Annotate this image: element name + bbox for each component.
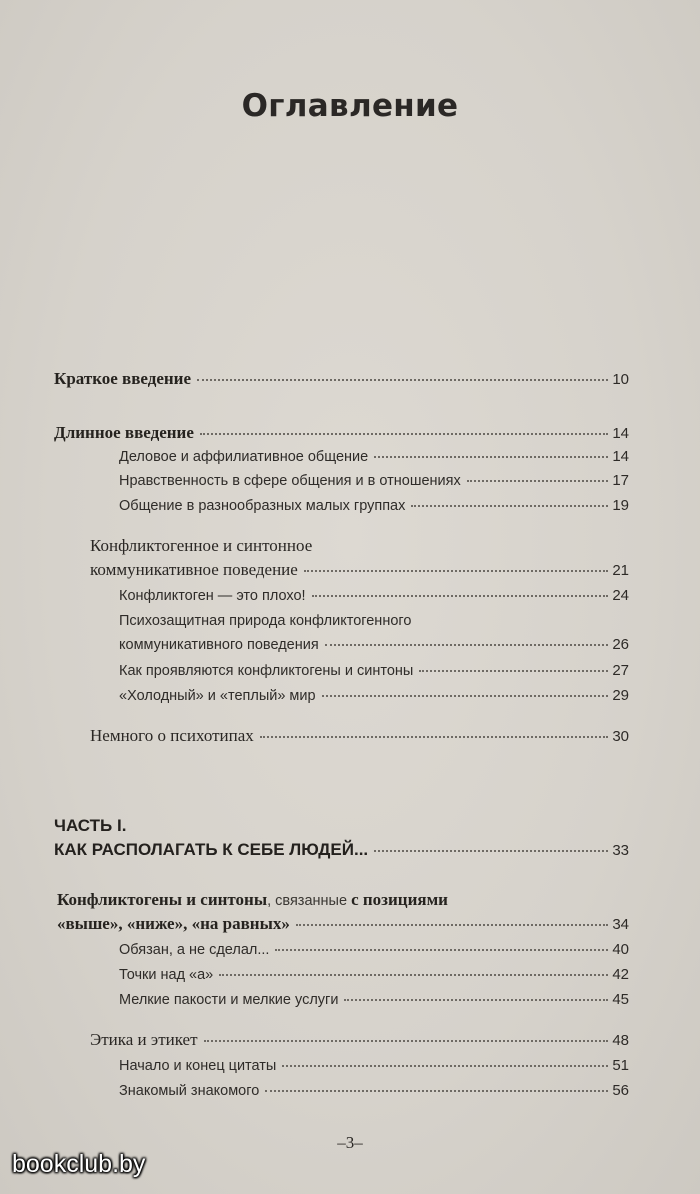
toc-page-number: 19	[612, 497, 629, 514]
dot-leader	[219, 974, 608, 976]
dot-leader	[312, 595, 609, 597]
toc-entry-intro-short[interactable]	[54, 369, 629, 389]
toc-entry-ethics[interactable]	[90, 1030, 629, 1050]
dot-leader	[322, 695, 609, 697]
toc-page-number: 34	[612, 916, 629, 933]
toc-page-number: 14	[612, 448, 629, 465]
dot-leader	[374, 850, 608, 852]
dot-leader	[325, 644, 609, 646]
toc-page-number: 51	[612, 1057, 629, 1074]
toc-entry-psycho-nature[interactable]	[119, 636, 629, 653]
dot-leader	[467, 480, 609, 482]
toc-page-number: 42	[612, 966, 629, 983]
watermark: bookclub.by	[12, 1150, 146, 1178]
toc-page-number: 17	[612, 472, 629, 489]
toc-entry-conflictogen-bad[interactable]	[119, 587, 629, 604]
toc-label-line1	[57, 890, 448, 910]
toc-label: Деловое и аффилиативное общение	[119, 449, 369, 465]
toc-page-number: 45	[612, 991, 629, 1008]
toc-entry-business[interactable]	[119, 448, 629, 465]
toc-page-number: 48	[612, 1032, 629, 1049]
page-title: Оглавление	[241, 88, 459, 124]
toc-page-number: 40	[612, 941, 629, 958]
toc-label: «Холодный» и «теплый» мир	[119, 688, 316, 704]
toc-label: Конфликтоген — это плохо!	[119, 588, 306, 604]
toc-entry-petty[interactable]	[119, 991, 629, 1008]
dot-leader	[304, 570, 608, 572]
toc-label: Обязан, а не сделал...	[119, 942, 270, 958]
toc-page-number: 27	[612, 662, 629, 679]
dot-leader	[204, 1040, 609, 1042]
dot-leader	[296, 924, 608, 926]
toc-page-number: 33	[612, 842, 629, 859]
toc-page-number: 14	[612, 425, 629, 442]
dot-leader	[282, 1065, 608, 1067]
toc-entry-morality[interactable]	[119, 472, 629, 489]
toc-label: Длинное введение	[54, 423, 194, 442]
toc-entry-how-manifest[interactable]	[119, 662, 629, 679]
toc-page-number: 26	[612, 636, 629, 653]
dot-leader	[411, 505, 608, 507]
toc-label: коммуникативного поведения	[119, 637, 319, 653]
toc-page-number: 29	[612, 687, 629, 704]
toc-label: КАК РАСПОЛАГАТЬ К СЕБЕ ЛЮДЕЙ...	[54, 840, 369, 859]
toc-entry-positions[interactable]	[57, 914, 629, 934]
toc-entry-part1[interactable]	[54, 840, 629, 860]
toc-label: Знакомый знакомого	[119, 1083, 260, 1099]
toc-entry-obliged[interactable]	[119, 941, 629, 958]
toc-label: Начало и конец цитаты	[119, 1058, 277, 1074]
dot-leader	[419, 670, 608, 672]
toc-entry-dots-over-a[interactable]	[119, 966, 629, 983]
label-part-plain: , связанные	[267, 893, 352, 909]
toc-label: Как проявляются конфликтогены и синтоны	[119, 663, 414, 679]
dot-leader	[260, 736, 609, 738]
toc-label: Немного о психотипах	[90, 726, 254, 745]
toc-label: Этика и этикет	[90, 1030, 198, 1049]
label-part-bold: Конфликтогены и синтоны	[57, 890, 268, 909]
toc-page-number: 21	[612, 562, 629, 579]
page-number-footer: –3–	[337, 1133, 363, 1152]
toc-entry-small-groups[interactable]	[119, 497, 629, 514]
dot-leader	[265, 1090, 608, 1092]
toc-entry-conflict-behavior[interactable]	[90, 560, 629, 580]
part-heading: ЧАСТЬ I.	[54, 816, 127, 835]
toc-page-number: 56	[612, 1082, 629, 1099]
toc-label: Краткое введение	[54, 369, 192, 388]
toc-label: Общение в разнообразных малых группах	[119, 498, 406, 514]
toc-label: коммуникативное поведение	[90, 560, 298, 579]
toc-entry-acquaintance[interactable]	[119, 1082, 629, 1099]
dot-leader	[344, 999, 608, 1001]
toc-label: Точки над «а»	[119, 967, 214, 983]
toc-label-line1: Психозащитная природа конфликтогенного	[119, 613, 412, 629]
toc-label-line1: Конфликтогенное и синтонное	[90, 536, 313, 555]
toc-label: Мелкие пакости и мелкие услуги	[119, 992, 339, 1008]
dot-leader	[200, 433, 608, 435]
dot-leader	[374, 456, 608, 458]
dot-leader	[197, 379, 608, 381]
toc-entry-quote[interactable]	[119, 1057, 629, 1074]
toc-entry-psychotypes[interactable]	[90, 726, 629, 746]
label-part-bold: с позициями	[351, 890, 448, 909]
toc-label: «выше», «ниже», «на равных»	[57, 914, 290, 933]
toc-page-number: 24	[612, 587, 629, 604]
toc-page-number: 30	[612, 728, 629, 745]
toc-entry-intro-long[interactable]	[54, 423, 629, 443]
toc-label: Нравственность в сфере общения и в отношениях	[119, 473, 461, 489]
toc-entry-cold-warm[interactable]	[119, 687, 629, 704]
toc-page-number: 10	[612, 371, 629, 388]
dot-leader	[275, 949, 608, 951]
